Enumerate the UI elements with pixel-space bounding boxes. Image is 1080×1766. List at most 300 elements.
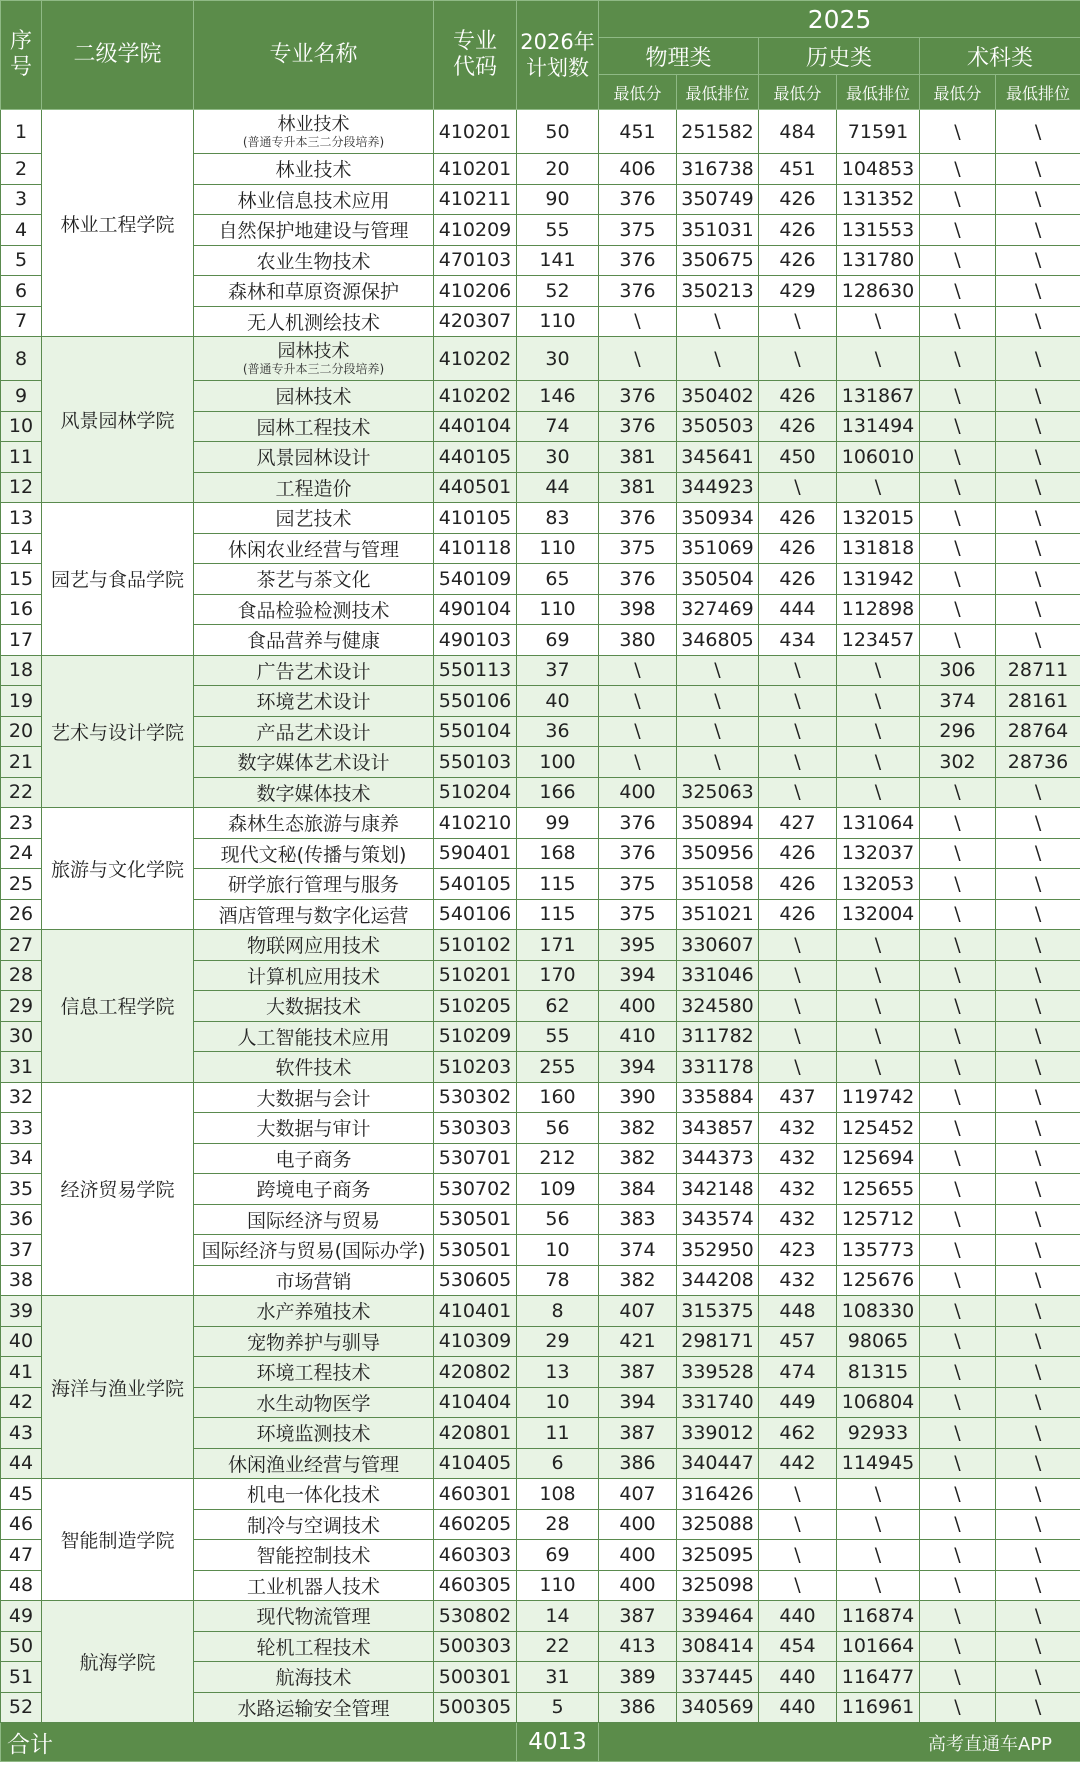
cell-arts-rank: \ <box>996 625 1080 656</box>
cell-phys-score: 376 <box>599 381 677 412</box>
cell-plan: 20 <box>517 154 599 185</box>
cell-index: 23 <box>1 808 42 839</box>
cell-index: 28 <box>1 960 42 991</box>
cell-phys-score: 380 <box>599 625 677 656</box>
cell-index: 44 <box>1 1448 42 1479</box>
cell-major: 自然保护地建设与管理 <box>194 215 434 246</box>
header-history: 历史类 <box>759 38 920 75</box>
cell-arts-score: \ <box>920 276 996 307</box>
cell-code: 410309 <box>434 1326 517 1357</box>
cell-plan: 90 <box>517 184 599 215</box>
cell-hist-rank: \ <box>837 777 920 808</box>
cell-arts-score: \ <box>920 1570 996 1601</box>
cell-college: 信息工程学院 <box>42 930 194 1083</box>
cell-hist-rank: 123457 <box>837 625 920 656</box>
cell-index: 27 <box>1 930 42 961</box>
cell-index: 11 <box>1 442 42 473</box>
cell-phys-rank: 331740 <box>677 1387 759 1418</box>
cell-index: 50 <box>1 1631 42 1662</box>
cell-hist-score: 423 <box>759 1235 837 1266</box>
cell-plan: 115 <box>517 869 599 900</box>
cell-phys-score: 400 <box>599 1540 677 1571</box>
cell-major: 酒店管理与数字化运营 <box>194 899 434 930</box>
cell-index: 1 <box>1 110 42 154</box>
cell-major: 环境监测技术 <box>194 1418 434 1449</box>
cell-plan: 166 <box>517 777 599 808</box>
cell-major: 轮机工程技术 <box>194 1631 434 1662</box>
cell-phys-rank: \ <box>677 655 759 686</box>
cell-phys-rank: \ <box>677 337 759 381</box>
cell-arts-score: 302 <box>920 747 996 778</box>
cell-hist-score: 440 <box>759 1692 837 1723</box>
cell-phys-score: 386 <box>599 1448 677 1479</box>
cell-code: 540109 <box>434 564 517 595</box>
cell-hist-rank: 104853 <box>837 154 920 185</box>
cell-plan: 74 <box>517 411 599 442</box>
cell-plan: 146 <box>517 381 599 412</box>
header-major: 专业名称 <box>194 1 434 110</box>
cell-major: 园林技术 <box>194 381 434 412</box>
cell-hist-score: 432 <box>759 1174 837 1205</box>
cell-phys-score: 413 <box>599 1631 677 1662</box>
cell-arts-rank: \ <box>996 411 1080 442</box>
cell-phys-score: 384 <box>599 1174 677 1205</box>
cell-hist-rank: 101664 <box>837 1631 920 1662</box>
cell-phys-score: 376 <box>599 503 677 534</box>
cell-hist-rank: 92933 <box>837 1418 920 1449</box>
cell-arts-rank: \ <box>996 1235 1080 1266</box>
cell-code: 510102 <box>434 930 517 961</box>
cell-arts-rank: \ <box>996 442 1080 473</box>
cell-hist-rank: 132015 <box>837 503 920 534</box>
cell-major: 大数据与会计 <box>194 1082 434 1113</box>
cell-hist-rank: 125694 <box>837 1143 920 1174</box>
cell-phys-rank: 298171 <box>677 1326 759 1357</box>
cell-hist-score: \ <box>759 1052 837 1083</box>
cell-hist-rank: 119742 <box>837 1082 920 1113</box>
cell-plan: 30 <box>517 442 599 473</box>
cell-arts-score: \ <box>920 777 996 808</box>
cell-code: 550113 <box>434 655 517 686</box>
cell-hist-score: 484 <box>759 110 837 154</box>
cell-major: 水生动物医学 <box>194 1387 434 1418</box>
cell-code: 530701 <box>434 1143 517 1174</box>
cell-arts-rank: \ <box>996 1143 1080 1174</box>
header-college: 二级学院 <box>42 1 194 110</box>
cell-hist-score: 426 <box>759 245 837 276</box>
cell-major: 物联网应用技术 <box>194 930 434 961</box>
cell-hist-score: 426 <box>759 184 837 215</box>
cell-hist-score: 450 <box>759 442 837 473</box>
cell-index: 46 <box>1 1509 42 1540</box>
cell-phys-score: 381 <box>599 472 677 503</box>
cell-plan: 8 <box>517 1296 599 1327</box>
cell-phys-rank: \ <box>677 747 759 778</box>
cell-plan: 115 <box>517 899 599 930</box>
cell-plan: 109 <box>517 1174 599 1205</box>
cell-phys-score: \ <box>599 716 677 747</box>
cell-major: 林业技术 <box>194 154 434 185</box>
cell-plan: 255 <box>517 1052 599 1083</box>
cell-arts-rank: \ <box>996 1662 1080 1693</box>
cell-arts-score: \ <box>920 1479 996 1510</box>
cell-college: 经济贸易学院 <box>42 1082 194 1296</box>
cell-phys-score: 376 <box>599 564 677 595</box>
cell-hist-score: 426 <box>759 533 837 564</box>
cell-index: 6 <box>1 276 42 307</box>
cell-arts-rank: \ <box>996 1631 1080 1662</box>
cell-hist-rank: 128630 <box>837 276 920 307</box>
cell-hist-score: 451 <box>759 154 837 185</box>
cell-phys-rank: 344923 <box>677 472 759 503</box>
cell-major: 水路运输安全管理 <box>194 1692 434 1723</box>
cell-arts-score: \ <box>920 1174 996 1205</box>
table-row <box>1 1082 1080 1113</box>
cell-code: 410209 <box>434 215 517 246</box>
cell-arts-score: \ <box>920 1631 996 1662</box>
cell-major: 食品营养与健康 <box>194 625 434 656</box>
cell-hist-score: \ <box>759 1021 837 1052</box>
cell-hist-score: 457 <box>759 1326 837 1357</box>
cell-hist-rank: 98065 <box>837 1326 920 1357</box>
cell-index: 26 <box>1 899 42 930</box>
cell-phys-rank: 308414 <box>677 1631 759 1662</box>
cell-index: 36 <box>1 1204 42 1235</box>
cell-major: 农业生物技术 <box>194 245 434 276</box>
cell-plan: 160 <box>517 1082 599 1113</box>
cell-arts-rank: \ <box>996 869 1080 900</box>
cell-plan: 110 <box>517 306 599 337</box>
cell-major: 园林工程技术 <box>194 411 434 442</box>
cell-hist-score: 426 <box>759 869 837 900</box>
cell-arts-score: \ <box>920 306 996 337</box>
cell-arts-score: \ <box>920 991 996 1022</box>
cell-phys-rank: 351058 <box>677 869 759 900</box>
cell-arts-score: 306 <box>920 655 996 686</box>
cell-arts-rank: \ <box>996 533 1080 564</box>
cell-major: 森林和草原资源保护 <box>194 276 434 307</box>
cell-arts-score: \ <box>920 1235 996 1266</box>
cell-major: 计算机应用技术 <box>194 960 434 991</box>
major-note: (普通专升本三二分段培养) <box>242 361 385 376</box>
major-name: 园林技术 <box>277 340 350 362</box>
cell-phys-score: 400 <box>599 1570 677 1601</box>
cell-index: 22 <box>1 777 42 808</box>
cell-arts-score: \ <box>920 838 996 869</box>
cell-arts-score: \ <box>920 1448 996 1479</box>
header-arts: 术科类 <box>920 38 1080 75</box>
cell-phys-rank: 316426 <box>677 1479 759 1510</box>
cell-phys-score: 386 <box>599 1692 677 1723</box>
cell-hist-rank: 131064 <box>837 808 920 839</box>
cell-plan: 10 <box>517 1387 599 1418</box>
cell-phys-score: 376 <box>599 245 677 276</box>
cell-index: 15 <box>1 564 42 595</box>
cell-hist-rank: 112898 <box>837 594 920 625</box>
total-label: 合计 <box>1 1723 517 1762</box>
cell-college: 林业工程学院 <box>42 110 194 337</box>
cell-phys-rank: \ <box>677 686 759 717</box>
cell-phys-score: 394 <box>599 1052 677 1083</box>
cell-plan: 171 <box>517 930 599 961</box>
cell-plan: 52 <box>517 276 599 307</box>
cell-index: 48 <box>1 1570 42 1601</box>
cell-hist-score: 437 <box>759 1082 837 1113</box>
cell-phys-rank: 339464 <box>677 1601 759 1632</box>
cell-phys-rank: 350402 <box>677 381 759 412</box>
cell-phys-score: 382 <box>599 1113 677 1144</box>
cell-arts-rank: \ <box>996 808 1080 839</box>
cell-index: 20 <box>1 716 42 747</box>
cell-hist-score: \ <box>759 1540 837 1571</box>
cell-plan: 110 <box>517 533 599 564</box>
cell-index: 41 <box>1 1357 42 1388</box>
cell-code: 490103 <box>434 625 517 656</box>
header-year: 2025 <box>599 1 1080 38</box>
cell-hist-rank: 125676 <box>837 1265 920 1296</box>
major-name: 林业技术 <box>277 113 350 135</box>
cell-plan: 11 <box>517 1418 599 1449</box>
cell-index: 42 <box>1 1387 42 1418</box>
cell-phys-rank: 350956 <box>677 838 759 869</box>
cell-phys-score: 376 <box>599 184 677 215</box>
cell-phys-score: 376 <box>599 276 677 307</box>
cell-arts-rank: \ <box>996 564 1080 595</box>
cell-arts-score: \ <box>920 1326 996 1357</box>
cell-arts-rank: \ <box>996 838 1080 869</box>
cell-arts-score: \ <box>920 472 996 503</box>
cell-plan: 55 <box>517 215 599 246</box>
cell-plan: 30 <box>517 337 599 381</box>
cell-major: 国际经济与贸易 <box>194 1204 434 1235</box>
table-row <box>1 1479 1080 1510</box>
cell-plan: 31 <box>517 1662 599 1693</box>
cell-plan: 141 <box>517 245 599 276</box>
cell-code: 410211 <box>434 184 517 215</box>
cell-phys-rank: 350894 <box>677 808 759 839</box>
cell-code: 440501 <box>434 472 517 503</box>
cell-index: 40 <box>1 1326 42 1357</box>
cell-major: 无人机测绘技术 <box>194 306 434 337</box>
cell-code: 420307 <box>434 306 517 337</box>
cell-arts-score: \ <box>920 1143 996 1174</box>
cell-code: 510204 <box>434 777 517 808</box>
cell-phys-score: 381 <box>599 442 677 473</box>
cell-arts-rank: \ <box>996 1692 1080 1723</box>
cell-phys-score: 398 <box>599 594 677 625</box>
cell-arts-score: 374 <box>920 686 996 717</box>
cell-hist-rank: \ <box>837 747 920 778</box>
cell-major: 大数据技术 <box>194 991 434 1022</box>
cell-plan: 168 <box>517 838 599 869</box>
cell-plan: 69 <box>517 1540 599 1571</box>
header-physics-min-rank: 最低排位 <box>677 75 759 110</box>
cell-phys-rank: 343857 <box>677 1113 759 1144</box>
cell-arts-rank: \ <box>996 594 1080 625</box>
cell-phys-score: 376 <box>599 838 677 869</box>
cell-hist-rank: 132037 <box>837 838 920 869</box>
cell-phys-score: 400 <box>599 777 677 808</box>
cell-phys-score: 387 <box>599 1357 677 1388</box>
cell-phys-rank: 325088 <box>677 1509 759 1540</box>
cell-phys-rank: 351031 <box>677 215 759 246</box>
cell-arts-score: \ <box>920 337 996 381</box>
cell-plan: 83 <box>517 503 599 534</box>
cell-index: 34 <box>1 1143 42 1174</box>
cell-hist-score: 474 <box>759 1357 837 1388</box>
cell-index: 35 <box>1 1174 42 1205</box>
cell-hist-rank: 131818 <box>837 533 920 564</box>
cell-phys-score: 400 <box>599 1509 677 1540</box>
cell-index: 39 <box>1 1296 42 1327</box>
cell-phys-rank: 335884 <box>677 1082 759 1113</box>
cell-index: 33 <box>1 1113 42 1144</box>
cell-arts-rank: \ <box>996 1540 1080 1571</box>
cell-hist-score: 432 <box>759 1113 837 1144</box>
cell-hist-score: 426 <box>759 215 837 246</box>
cell-arts-rank: \ <box>996 184 1080 215</box>
cell-index: 31 <box>1 1052 42 1083</box>
cell-arts-score: \ <box>920 1540 996 1571</box>
cell-plan: 22 <box>517 1631 599 1662</box>
cell-code: 410210 <box>434 808 517 839</box>
cell-arts-rank: \ <box>996 777 1080 808</box>
cell-arts-rank: \ <box>996 472 1080 503</box>
cell-phys-score: 376 <box>599 808 677 839</box>
major-note: (普通专升本三二分段培养) <box>242 134 385 149</box>
table-row <box>1 503 1080 534</box>
cell-code: 510205 <box>434 991 517 1022</box>
cell-code: 530303 <box>434 1113 517 1144</box>
table-body <box>1 110 1080 1723</box>
cell-hist-rank: 131352 <box>837 184 920 215</box>
cell-major: 软件技术 <box>194 1052 434 1083</box>
cell-arts-score: \ <box>920 899 996 930</box>
cell-index: 21 <box>1 747 42 778</box>
cell-code: 500303 <box>434 1631 517 1662</box>
cell-hist-score: \ <box>759 472 837 503</box>
watermark: 高考直通车APP <box>927 1734 1052 1755</box>
cell-hist-score: 440 <box>759 1601 837 1632</box>
cell-plan: 10 <box>517 1235 599 1266</box>
cell-code: 410405 <box>434 1448 517 1479</box>
cell-hist-rank: 131942 <box>837 564 920 595</box>
cell-plan: 62 <box>517 991 599 1022</box>
cell-arts-rank: \ <box>996 503 1080 534</box>
table-header <box>1 1 1080 110</box>
cell-hist-rank: 106804 <box>837 1387 920 1418</box>
cell-index: 4 <box>1 215 42 246</box>
cell-code: 540105 <box>434 869 517 900</box>
cell-hist-rank: 116477 <box>837 1662 920 1693</box>
cell-phys-score: 383 <box>599 1204 677 1235</box>
cell-hist-rank: 125712 <box>837 1204 920 1235</box>
cell-hist-score: 426 <box>759 564 837 595</box>
header-physics: 物理类 <box>599 38 759 75</box>
cell-arts-score: \ <box>920 1052 996 1083</box>
cell-hist-rank: 116961 <box>837 1692 920 1723</box>
cell-hist-score: 432 <box>759 1265 837 1296</box>
cell-phys-rank: 324580 <box>677 991 759 1022</box>
cell-phys-score: 374 <box>599 1235 677 1266</box>
cell-plan: 100 <box>517 747 599 778</box>
cell-code: 470103 <box>434 245 517 276</box>
cell-phys-rank: 316738 <box>677 154 759 185</box>
cell-code: 550103 <box>434 747 517 778</box>
cell-phys-score: \ <box>599 655 677 686</box>
table-row <box>1 1296 1080 1327</box>
cell-hist-score: 426 <box>759 838 837 869</box>
cell-plan: 5 <box>517 1692 599 1723</box>
cell-phys-score: 389 <box>599 1662 677 1693</box>
cell-phys-score: 375 <box>599 215 677 246</box>
cell-phys-rank: 346805 <box>677 625 759 656</box>
table-row <box>1 655 1080 686</box>
cell-phys-score: \ <box>599 747 677 778</box>
cell-hist-score: 432 <box>759 1204 837 1235</box>
cell-arts-score: \ <box>920 564 996 595</box>
cell-major: 航海技术 <box>194 1662 434 1693</box>
cell-plan: 13 <box>517 1357 599 1388</box>
cell-arts-score: \ <box>920 1265 996 1296</box>
cell-arts-score: \ <box>920 245 996 276</box>
cell-arts-rank: \ <box>996 991 1080 1022</box>
cell-arts-rank: \ <box>996 1326 1080 1357</box>
cell-phys-rank: 327469 <box>677 594 759 625</box>
cell-phys-rank: 352950 <box>677 1235 759 1266</box>
cell-phys-score: 390 <box>599 1082 677 1113</box>
cell-arts-score: \ <box>920 869 996 900</box>
cell-index: 19 <box>1 686 42 717</box>
cell-hist-score: 434 <box>759 625 837 656</box>
table-row <box>1 110 1080 154</box>
cell-arts-rank: \ <box>996 306 1080 337</box>
cell-hist-rank: 135773 <box>837 1235 920 1266</box>
header-plan: 2026年计划数 <box>517 1 599 110</box>
cell-phys-rank: 344208 <box>677 1265 759 1296</box>
cell-phys-score: 400 <box>599 991 677 1022</box>
cell-arts-score: \ <box>920 1509 996 1540</box>
cell-arts-score: \ <box>920 1082 996 1113</box>
cell-arts-rank: \ <box>996 1052 1080 1083</box>
cell-plan: 6 <box>517 1448 599 1479</box>
cell-major: 大数据与审计 <box>194 1113 434 1144</box>
cell-hist-score: \ <box>759 1509 837 1540</box>
cell-index: 51 <box>1 1662 42 1693</box>
cell-index: 16 <box>1 594 42 625</box>
cell-hist-rank: \ <box>837 1570 920 1601</box>
cell-phys-score: 382 <box>599 1265 677 1296</box>
cell-arts-score: \ <box>920 1418 996 1449</box>
cell-hist-score: 442 <box>759 1448 837 1479</box>
cell-plan: 56 <box>517 1113 599 1144</box>
cell-index: 14 <box>1 533 42 564</box>
cell-code: 510201 <box>434 960 517 991</box>
cell-major: 林业信息技术应用 <box>194 184 434 215</box>
header-history-min-score: 最低分 <box>759 75 837 110</box>
cell-phys-rank: \ <box>677 716 759 747</box>
cell-major: 环境工程技术 <box>194 1357 434 1388</box>
cell-phys-score: 375 <box>599 533 677 564</box>
cell-arts-rank: \ <box>996 1418 1080 1449</box>
cell-major: 工业机器人技术 <box>194 1570 434 1601</box>
cell-phys-score: 387 <box>599 1418 677 1449</box>
cell-code: 500305 <box>434 1692 517 1723</box>
cell-major: 茶艺与茶文化 <box>194 564 434 595</box>
cell-phys-rank: 311782 <box>677 1021 759 1052</box>
cell-arts-rank: \ <box>996 215 1080 246</box>
cell-hist-rank: 106010 <box>837 442 920 473</box>
